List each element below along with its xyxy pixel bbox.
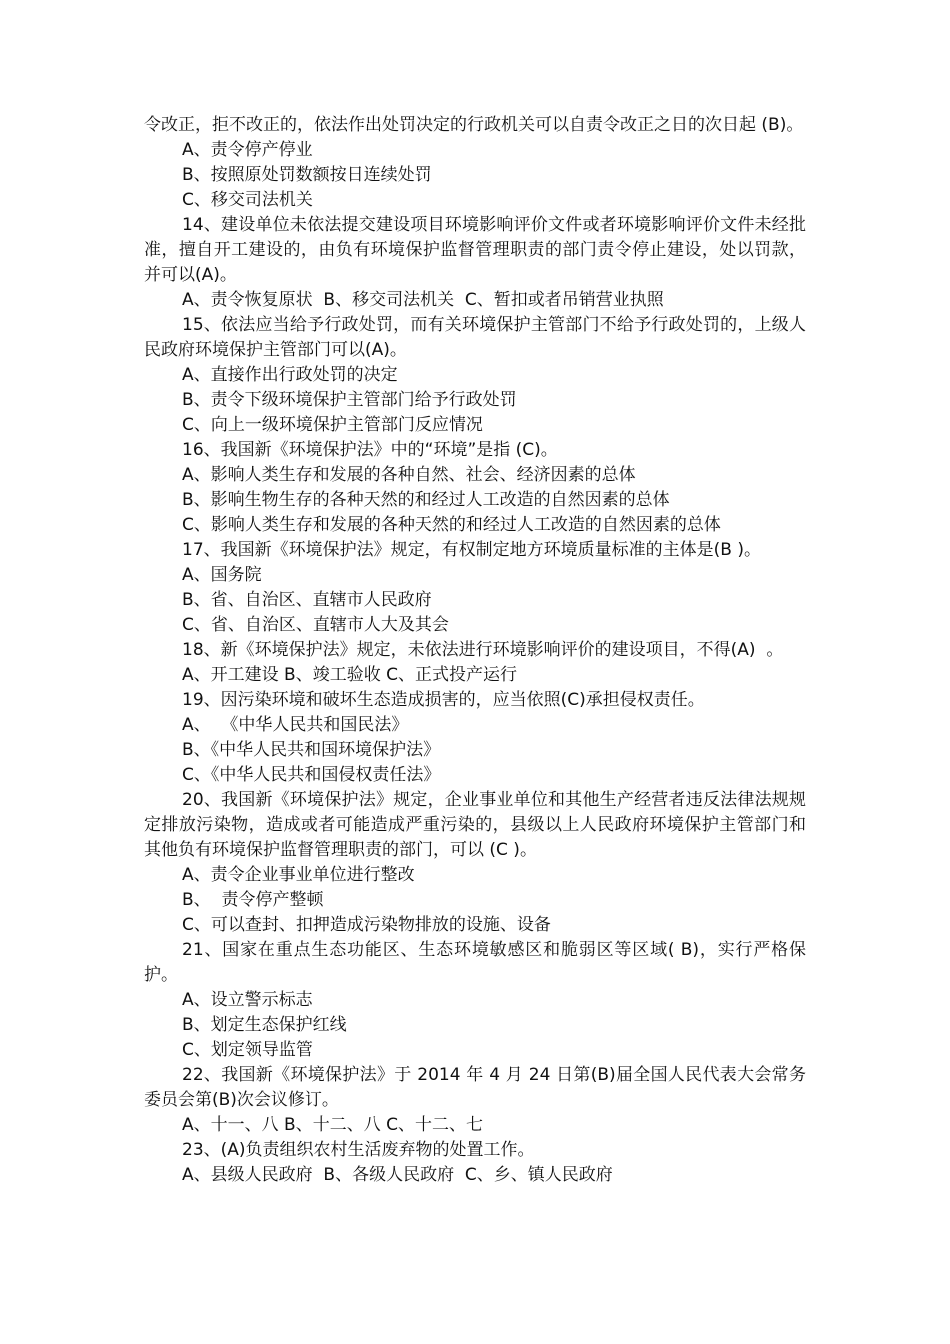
option-line: B、按照原处罚数额按日连续处罚 — [182, 165, 432, 185]
option-line: A、责令企业事业单位进行整改 — [182, 865, 415, 885]
option-line: A、开工建设 B、竣工验收 C、正式投产运行 — [182, 665, 517, 685]
document-body — [144, 113, 806, 1188]
option-line: B、划定生态保护红线 — [182, 1015, 347, 1035]
paragraph-q13-continuation: 令改正，拒不改正的，依法作出处罚决定的行政机关可以自责令改正之日的次日起 (B)。 — [144, 115, 804, 135]
option-line: C、影响人类生存和发展的各种天然的和经过人工改造的自然因素的总体 — [182, 515, 721, 535]
option-line: C、可以查封、扣押造成污染物排放的设施、设备 — [182, 915, 551, 935]
question-14: 14、建设单位未依法提交建设项目环境影响评价文件或者环境影响评价文件未经批准，擅自开工建设的，由负有环境保护监督管理职责的部门责令停止建设，处以罚款，并可以(A)。 — [144, 215, 806, 285]
option-line: C、向上一级环境保护主管部门反应情况 — [182, 415, 483, 435]
option-line: A、责令恢复原状 B、移交司法机关 C、暂扣或者吊销营业执照 — [182, 290, 664, 310]
option-line: A、影响人类生存和发展的各种自然、社会、经济因素的总体 — [182, 465, 636, 485]
option-line: C、划定领导监管 — [182, 1040, 313, 1060]
option-line: A、责令停产停业 — [182, 140, 313, 160]
option-line: C、省、自治区、直辖市人大及其会 — [182, 615, 449, 635]
option-line: B、影响生物生存的各种天然的和经过人工改造的自然因素的总体 — [182, 490, 670, 510]
option-line: A、县级人民政府 B、各级人民政府 C、乡、镇人民政府 — [182, 1165, 613, 1185]
question-19: 19、因污染环境和破坏生态造成损害的，应当依照(C)承担侵权责任。 — [182, 690, 705, 710]
question-21: 21、国家在重点生态功能区、生态环境敏感区和脆弱区等区域( B)，实行严格保护。 — [144, 940, 806, 985]
question-20: 20、我国新《环境保护法》规定，企业事业单位和其他生产经营者违反法律法规规定排放污染物，造成或者可能造成严重污染的，县级以上人民政府环境保护主管部门和其他负有环境保护监督管理职责的部门，可以 (C )。 — [144, 790, 806, 860]
option-line: C、《中华人民共和国侵权责任法》 — [182, 765, 441, 785]
option-line: A、直接作出行政处罚的决定 — [182, 365, 398, 385]
question-16: 16、我国新《环境保护法》中的“环境”是指 (C)。 — [182, 440, 558, 460]
question-17: 17、我国新《环境保护法》规定，有权制定地方环境质量标准的主体是(B )。 — [182, 540, 761, 560]
option-line: B、省、自治区、直辖市人民政府 — [182, 590, 432, 610]
question-22: 22、我国新《环境保护法》于 2014 年 4 月 24 日第(B)届全国人民代表大会常务委员会第(B)次会议修订。 — [144, 1065, 806, 1110]
question-15: 15、依法应当给予行政处罚，而有关环境保护主管部门不给予行政处罚的，上级人民政府环境保护主管部门可以(A)。 — [144, 315, 806, 360]
option-line: A、 《中华人民共和国民法》 — [182, 715, 409, 735]
option-line: B、责令下级环境保护主管部门给予行政处罚 — [182, 390, 517, 410]
option-line: A、十一、八 B、十二、八 C、十二、七 — [182, 1115, 483, 1135]
option-line: A、设立警示标志 — [182, 990, 313, 1010]
option-line: A、国务院 — [182, 565, 262, 585]
option-line: B、《中华人民共和国环境保护法》 — [182, 740, 441, 760]
question-23: 23、(A)负责组织农村生活废弃物的处置工作。 — [182, 1140, 535, 1160]
option-line: B、 责令停产整顿 — [182, 890, 324, 910]
question-18: 18、新《环境保护法》规定，未依法进行环境影响评价的建设项目，不得(A) 。 — [182, 640, 784, 660]
option-line: C、移交司法机关 — [182, 190, 313, 210]
